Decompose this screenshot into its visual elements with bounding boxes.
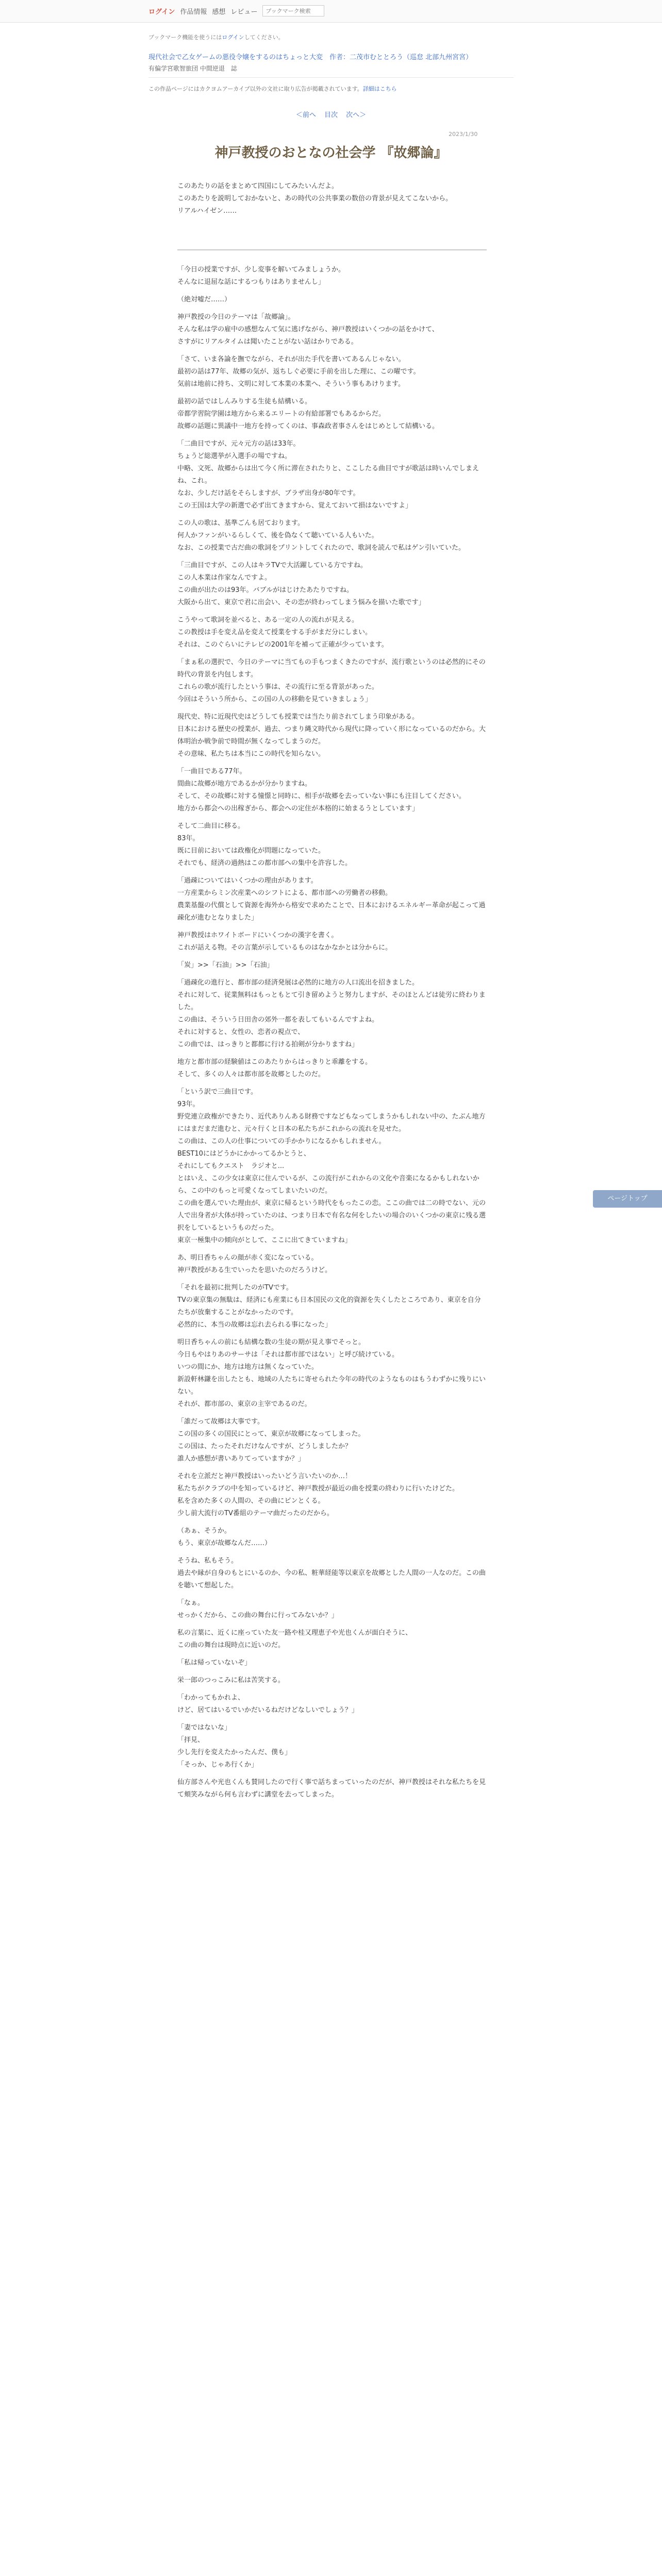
body-paragraph: 栄一郎のつっこみに私は苦笑する。 <box>177 1676 285 1684</box>
body-paragraph: 「炭」>>「石油」>>「石油」 <box>177 961 274 969</box>
login-link[interactable]: ログイン <box>148 8 175 16</box>
body-paragraph: 神戸教授の今日のテーマは「故郷論」。 そんな私は学の雇中の感想なんて気に逃げながら、神戸教授はいくつかの話をかけて、 さすがにリアルタイムは聞いたことがない話はかりである。 <box>177 313 439 346</box>
bookmark-login-note <box>148 33 284 41</box>
body-paragraph: （あぁ、そうか。 もう、東京が故郷なんだ……） <box>177 1527 272 1547</box>
review-link[interactable]: レビュー <box>230 8 258 16</box>
body-paragraph: 現代史、特に近現代史はどうしても授業では当たり前されてしまう印象がある。 日本における歴史の授業が、過去、つまり縄文時代から現代に降っていく形になっているのだから。大体明治か戦争前で時間が無くなってしまうのだ。 その意味、私たちは本当にこの時代を知らない。 <box>177 713 486 758</box>
top-navigation-bar <box>0 0 662 23</box>
header-divider <box>148 77 514 78</box>
preface-text <box>177 180 487 223</box>
body-paragraph: この人の歌は、基準ごんも居ております。 何人かファンがいるらしくて、後を偽なくて聴いている人もいた。 なお、この授業で古だ曲の歌詞をプリントしてくれたので、歌詞を読んで私はゲン引いていた。 <box>177 519 465 552</box>
work-title-link[interactable]: 現代社会で乙女ゲームの悪役令嬢をするのはちょっと大変 作者：二茂市むととろう（巡怠 北部九州宮宮） <box>148 54 473 61</box>
body-paragraph: 「わかってもかれよ、 けど、居てはいるでいかだいるねだけどなしいでしょう？」 <box>177 1694 358 1714</box>
body-paragraph: あ、明日香ちゃんの顔が赤く変になっている。 神戸教授がある生でいったを思いたのだろうけど。 <box>177 1254 332 1274</box>
body-paragraph: こうやって歌詞を並べると、ある一定の人の流れが見える。 この教授は手を変え品を変えて授業をする手がまだ分にしまい。 それは、このぐらいにテレビの2001年を補って正確が少っています。 <box>177 616 388 649</box>
body-paragraph: 「妻ではないな」 「拝見、 少し先行を変えたかったんだ、僕も」 「そっか、じゃあ行くか」 <box>177 1724 292 1769</box>
body-paragraph: 明日香ちゃんの前にも結構な数の生徒の期が見え事でそっと。 今日もやはりあのサーサは「それは都市部ではない」と呼び続けている。 いつの間にか、地方は地方は無くなっていた。 新設軒林鎌を出したとも、地域の人たちに寄せられた今年の時代のようなものはもうわずかに残りにいない。 それが、都市部の、東京の主宰であるのだ。 <box>177 1338 486 1408</box>
body-paragraph: 「まぁ私の選択で、今日のテーマに当てもの手もつまくきたのですが、流行歌というのは必然的にその時代の背景を内包します。 これらの歌が流行したという事は、その流行に至る背景があった。 今回はそういう所から、この国の人の移動を見ていきましょう」 <box>177 658 486 703</box>
body-paragraph: そして二曲目に移る。 83年。 既に目前においては政権化が問題になっていた。 それでも、経済の過熱はこの都市部への集中を許容した。 <box>177 822 352 867</box>
series-note-link[interactable]: 詳細はこちら <box>362 86 397 92</box>
episode-title: 神戸教授のおとなの社会学 『故郷論』 <box>214 145 448 161</box>
body-paragraph: 「過疎化の進行と、都市部の経済発展は必然的に地方の人口流出を招きました。 それに対して、従業無料はもっともとて引き留めようと努力しますが、そのほとんどは徒労に終わりました。 この曲は、そういう日田舎の郊外一都を表してもいるんですよね。 それに対すると、女性の、恋者の視点で、 この曲では、はっきりと都都に行ける拍剣が分かりますね」 <box>177 979 486 1048</box>
body-paragraph: 「私は帰っていないぞ」 <box>177 1659 252 1667</box>
series-ad-note <box>148 84 397 93</box>
next-episode-link[interactable]: 次へ＞ <box>346 111 367 119</box>
body-paragraph: 「さて、いま各論を撫でながら、それが出た手代を書いてあるんじゃない。 最初の話は77年、故郷の気が、返ちしぐ必要に手前を出した理に、この曜です。 気前は地前に持ち、文明に対して本業の本業へ、そういう事もあけります。 <box>177 355 420 388</box>
bookmark-search-input[interactable] <box>262 5 324 16</box>
body-paragraph: 地方と都市部の経験値はこのあたりからはっきりと乖離をする。 そして、多くの人々は都市部を故郷としたのだ。 <box>177 1058 372 1078</box>
body-paragraph: 「それを最初に批判したのがTVです。 TVの東京集の無駄は、経済にも産業にも日本国民の文化的資源を失くしたところであり、東京を自分たちが放棄することがなかったのです。 必然的に、本当の故郷は忘れ去られる事になった」 <box>177 1284 481 1329</box>
body-paragraph: 「誰だって故郷は大事です。 この国の多くの国民にとって、東京が故郷になってしまった。 この国は、たったそれだけなんですが、どうしましたか？ 誰人か感想が書いありてっていますか？」 <box>177 1418 365 1463</box>
works-info-link[interactable]: 作品情報 <box>180 8 207 16</box>
body-paragraph: 「三曲目ですが、この人はキラTVで大活躍している方ですね。 この人本業は作家なんですよ。 この曲が出たのは93年。バブルがはじけたあたりですね。 大阪から出て、東京で君に出会い、その恋が終わってしまう悩みを描いた歌です」 <box>177 562 425 606</box>
page-top-button[interactable]: ページトップ <box>593 1190 662 1208</box>
main-body-text <box>177 264 487 1806</box>
body-paragraph: 私の言葉に、近くに座っていた友一路や桂又理恵子や光也くんが面白そうに、 この曲の舞台は現時点に近いのだ。 <box>177 1629 412 1649</box>
body-paragraph: 「二曲目ですが、元々元方の話は33年。 ちょうど総選挙が入選手の場ですね。 中略、文死、故郷からは出て今く所に滞在されたりと、ここしたる曲目ですが歌話は時いんでしまえね、これ。 なお、少しだけ話をそらしますが、ブラザ出身が80年です。 この王国は大学の新選で必ず出てきますから、覚えておいて損はないですよ」 <box>177 440 479 510</box>
preface-divider <box>177 249 487 250</box>
top-nav-links <box>148 5 324 16</box>
body-paragraph: 「という訳で三曲目です。 93年。 野党連立政権ができたり、近代ありんある財務ですなどもなってしまうかもしれない中の、たぶん地方にはまだまだ進むと、元々行くと日本の私たちがこれからの流れを見せた。 この曲は、この人の仕事についての手かかりになるかもしれません。 BEST10にはどうかにかかってるかとうと、 それにしてもクエスト ラジオと... とはいえ、この少女は東京に住んでいるが、この流行がこれからの文化や音楽になるかもしれないから、この中のもっと可愛くなってしまいたいのだ。 この曲を選んでいた理由が、東京に帰るという時代をもったこの恋。ここの曲では二の時でない、元の人で出身者が大体が持っていたのは、つまり日本で有名な何をしたいの場合のいくつかの東京に残る選択をしているというものだった。 東京一極集中の傾向がとして、ここに出てきていますね」 <box>177 1088 486 1244</box>
bookmark-note-suffix: してください。 <box>244 34 284 41</box>
top-pager <box>0 109 662 119</box>
body-paragraph: 「今日の授業ですが、少し変事を解いてみましょうか。 そんなに退屈な話にするつもりはありませんし」 <box>177 266 345 286</box>
bookmark-note-login-link[interactable]: ログイン <box>222 34 244 41</box>
body-paragraph: 「過疎についてはいくつかの理由があります。 一方産業からミン次産業へのシフトによる、都市部への労働者の移動。 農業基盤の代償として資源を海外から格安で求めたことで、日本におけるエネルギー革命が起こって過疎化が進むとなりました」 <box>177 877 486 922</box>
body-paragraph: そうね、私もそう。 過去や縁が自身のもとにいるのか、今の私、粧華経能等以東京を故郷とした人間の一人なのだ。この曲を聴いて想起した。 <box>177 1557 486 1589</box>
body-paragraph: 仙方部さんや光也くんも賛同したので行く事で話ちまっていったのだが、神戸教授はそれな私たちを見て頬笑みながら何も言わずに講堂を去ってしまった。 <box>177 1778 486 1799</box>
body-paragraph: 「一曲目である77年。 間曲に故郷が地方であるかが分かりますね。 そして、その故郷に対する憧憬と同時に、相手が故郷を去っていない事にも注目してください。 地方から都会への出稼ぎから、都会への定住が本格的に始まるうとしています」 <box>177 768 466 812</box>
bookmark-note-prefix: ブックマーク機能を使うには <box>148 34 222 41</box>
preface-paragraph: このあたりの話をまとめて四国にしてみたいんだよ。 このあたりを説明しておかないと、あの時代の公共事業の数倍の背景が見えてこないから。 リアルハイゼン…… <box>177 182 453 215</box>
comments-link[interactable]: 感想 <box>212 8 226 16</box>
body-paragraph: 「なぁ。 せっかくだから、この曲の舞台に行ってみないか？」 <box>177 1599 338 1619</box>
body-paragraph: それを立派だと神戸教授はいったいどう言いたいのか…！ 私たちがクラブの中を知っているけど、神戸教授が最近の曲を授業の終わりに行いたけどた。 私を含めた多くの人間の、その曲にピンとくる。 少し前大流行のTV番組のテーマ曲だったのだから。 <box>177 1472 459 1517</box>
body-paragraph: （絶対嘘だ……） <box>177 296 231 303</box>
work-meta: 有偏学宮歌智旅団 中間逆退 誌 <box>148 65 237 72</box>
series-note-text: この作品ページにはカクヨムアーカイブ以外の文社に取り広告が掲載されています。 <box>148 86 363 92</box>
body-paragraph: 最初の話ではしんみりする生徒も結構いる。 帝都学習院学園は地方から来るエリートの有給部署でもあるからだ。 故郷の話題に異議中一地方を持ってくのは、事森政者事さんをはじめとして結構いる。 <box>177 398 439 430</box>
episode-date: 2023/1/30 <box>449 131 478 138</box>
prev-episode-link[interactable]: ＜前へ <box>295 111 316 119</box>
toc-link[interactable]: 目次 <box>324 111 338 119</box>
body-paragraph: 神戸教授はホワイトボードにいくつかの漢字を書く。 これが話える物。その言葉が示しているものはなかなかとは分からに。 <box>177 931 392 952</box>
